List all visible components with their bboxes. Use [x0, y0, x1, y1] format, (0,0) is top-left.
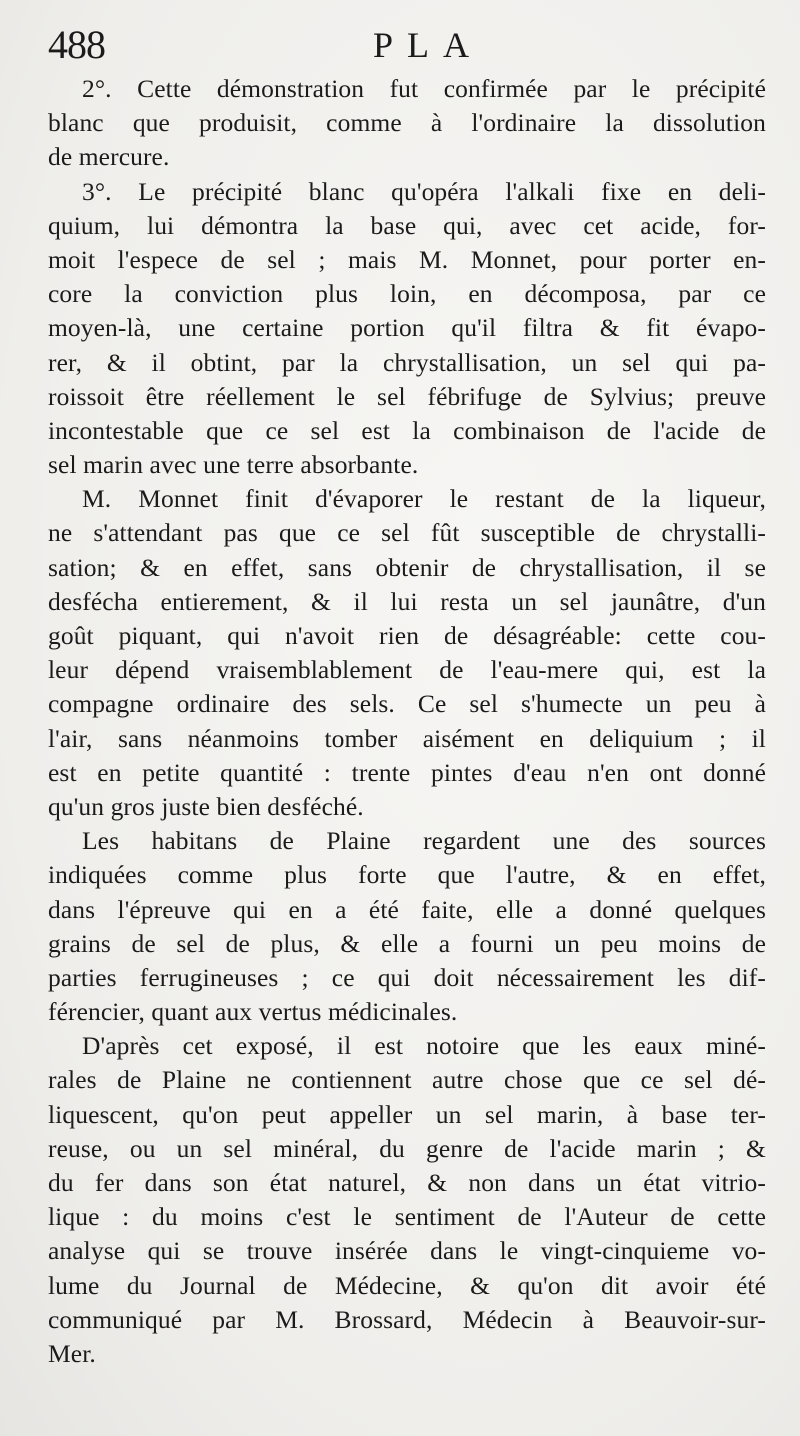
text-line: desfécha entierement, & il lui resta un sel jaunâtre, d'un — [48, 586, 766, 616]
text-line: D'après cet exposé, il est notoire que les eaux miné- — [82, 1031, 766, 1061]
text-line: M. Monnet finit d'évaporer le restant de la liqueur, — [82, 484, 766, 514]
text-line: sel marin avec une terre absorbante. — [48, 450, 419, 480]
text-line: leur dépend vraisemblablement de l'eau-mere qui, est la — [48, 655, 766, 685]
text-line: moit l'espece de sel ; mais M. Monnet, pour porter en- — [48, 244, 766, 274]
text-line: du fer dans son état naturel, & non dans un état vitrio- — [48, 1168, 766, 1197]
text-line: goût piquant, qui n'avoit rien de désagréable: cette cou- — [48, 621, 766, 650]
text-line: roissoit être réellement le sel fébrifuge de Sylvius; preuve — [48, 381, 766, 411]
body-text — [48, 72, 766, 1371]
text-line: dans l'épreuve qui en a été faite, elle a donné quelques — [48, 894, 766, 924]
text-line: de mercure. — [48, 142, 170, 172]
text-line: 2°. Cette démonstration fut confirmée par le précipité — [82, 74, 766, 103]
text-line: reuse, ou un sel minéral, du genre de l'acide marin ; & — [48, 1133, 766, 1163]
text-line: liquescent, qu'on peut appeller un sel marin, à base ter- — [48, 1099, 766, 1129]
text-line: grains de sel de plus, & elle a fourni un peu moins de — [48, 928, 766, 958]
text-line: Mer. — [48, 1338, 96, 1368]
text-line: ne s'attendant pas que ce sel fût susceptible de chrystalli- — [48, 518, 766, 548]
text-line: lique : du moins c'est le sentiment de l'Auteur de cette — [48, 1202, 766, 1232]
text-line: communiqué par M. Brossard, Médecin à Beauvoir-sur- — [48, 1304, 766, 1334]
text-line: l'air, sans néanmoins tomber aisément en deliquium ; il — [48, 723, 766, 753]
text-line: blanc que produisit, comme à l'ordinaire la dissolution — [48, 108, 766, 138]
running-title: PLA — [372, 25, 483, 65]
text-line: sation; & en effet, sans obtenir de chrystallisation, il se — [48, 552, 766, 582]
text-line: indiquées comme plus forte que l'autre, & en effet, — [48, 860, 766, 890]
text-line: compagne ordinaire des sels. Ce sel s'humecte un peu à — [48, 689, 766, 719]
text-line: est en petite quantité : trente pintes d'eau n'en ont donné — [48, 757, 766, 787]
text-line: férencier, quant aux vertus médicinales. — [48, 997, 458, 1027]
text-line: 3°. Le précipité blanc qu'opéra l'alkali fixe en deli- — [82, 176, 766, 206]
text-line: parties ferrugineuses ; ce qui doit nécessairement les dif- — [48, 962, 766, 992]
text-line: qu'un gros juste bien desféché. — [48, 791, 364, 821]
text-line: quium, lui démontra la base qui, avec cet acide, for- — [48, 210, 766, 240]
page-header — [48, 22, 768, 72]
text-line: moyen-là, une certaine portion qu'il filtra & fit évapo- — [48, 313, 766, 343]
text-line: analyse qui se trouve insérée dans le vingt-cinquieme vo- — [48, 1236, 766, 1266]
text-line: rer, & il obtint, par la chrystallisation, un sel qui pa- — [48, 347, 766, 377]
text-line: incontestable que ce sel est la combinaison de l'acide de — [48, 415, 766, 445]
page-number: 488 — [48, 22, 105, 67]
text-line: rales de Plaine ne contiennent autre chose que ce sel dé- — [48, 1065, 766, 1095]
text-line: lume du Journal de Médecine, & qu'on dit avoir été — [48, 1270, 766, 1300]
text-line: Les habitans de Plaine regardent une des sources — [82, 826, 766, 856]
text-line: core la conviction plus loin, en décomposa, par ce — [48, 279, 766, 309]
